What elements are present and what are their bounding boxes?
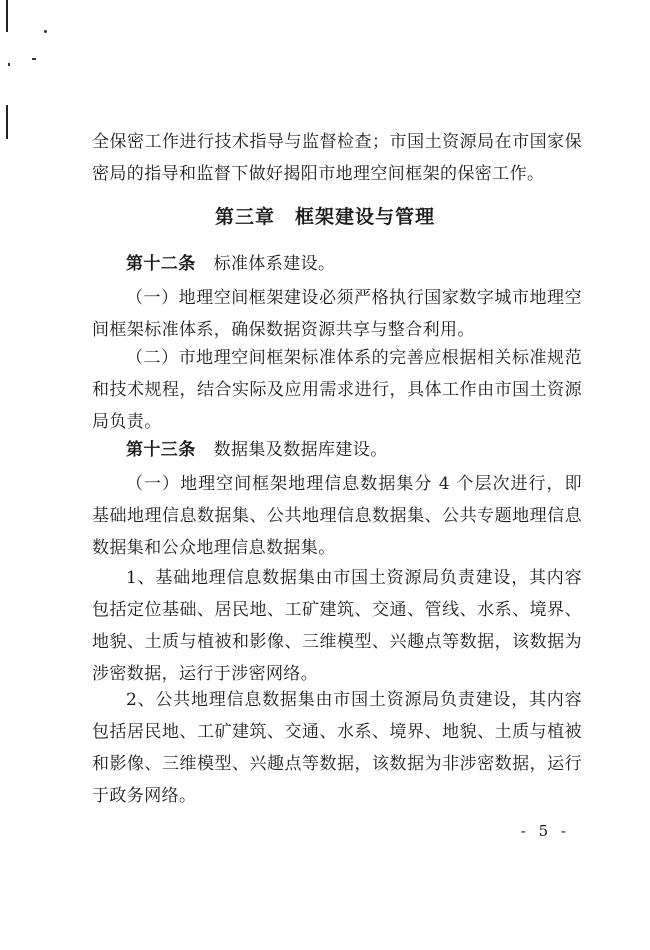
- page-number: - 5 -: [520, 822, 570, 840]
- article-13-heading: [92, 434, 582, 466]
- scan-speck: [44, 30, 47, 33]
- scan-speck: [32, 58, 36, 60]
- scan-speck: [8, 63, 10, 66]
- article-number: 第十二条: [126, 254, 196, 274]
- scan-margin-mark: [6, 0, 8, 32]
- article-title: 数据集及数据库建设。: [213, 440, 388, 460]
- paragraph-continuation: 全保密工作进行技术指导与监督检查；市国土资源局在市国家保密局的指导和监督下做好揭阳市地理空间框架的保密工作。: [92, 132, 582, 184]
- chapter-title: 第三章 框架建设与管理: [214, 206, 435, 228]
- article-number: 第十三条: [126, 440, 196, 460]
- article-13-item-1: （一）地理空间框架地理信息数据集分 4 个层次进行，即基础地理信息数据集、公共地理信息数据集、公共专题地理信息数据集和公众地理信息数据集。: [92, 474, 582, 558]
- scan-margin-mark: [6, 105, 8, 139]
- article-12-item-2: （二）市地理空间框架标准体系的完善应根据相关标准规范和技术规程，结合实际及应用需求进行，具体工作由市国土资源局负责。: [92, 348, 582, 432]
- article-13-subitem-2: 2、公共地理信息数据集由市国土资源局负责建设，其内容包括居民地、工矿建筑、交通、水系、境界、地貌、土质与植被和影像、三维模型、兴趣点等数据，该数据为非涉密数据，运行于政务网络。: [92, 690, 582, 806]
- article-12-item-1: （一）地理空间框架建设必须严格执行国家数字城市地理空间框架标准体系，确保数据资源共享与整合利用。: [92, 288, 582, 340]
- article-title: 标准体系建设。: [213, 254, 336, 274]
- article-13-subitem-1: 1、基础地理信息数据集由市国土资源局负责建设，其内容包括定位基础、居民地、工矿建筑、交通、管线、水系、境界、地貌、土质与植被和影像、三维模型、兴趣点等数据，该数据为涉密数据，运行于涉密网络。: [92, 568, 582, 684]
- article-12-heading: [92, 248, 582, 280]
